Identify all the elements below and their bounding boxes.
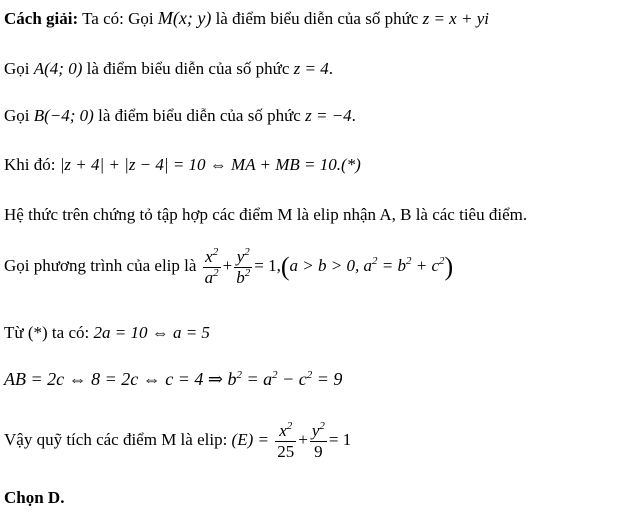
paren-close: ) bbox=[444, 252, 454, 282]
exp: 2 bbox=[236, 369, 242, 381]
exp: 2 bbox=[213, 266, 219, 279]
line-10 bbox=[4, 487, 64, 509]
num: x bbox=[205, 246, 213, 266]
math-z: z = x + yi bbox=[422, 9, 489, 28]
text: Hệ thức trên chứng tỏ tập hợp các điểm M là elip nhận A, B là các tiêu điểm. bbox=[4, 205, 528, 224]
line-1 bbox=[4, 7, 489, 30]
exp: 2 bbox=[319, 419, 325, 432]
fraction-x2-a2 bbox=[203, 247, 221, 288]
exp: 2 bbox=[212, 245, 219, 258]
den: b bbox=[236, 267, 245, 287]
math-E: (E) = bbox=[231, 430, 269, 449]
num: y bbox=[236, 246, 245, 266]
den: 25 bbox=[277, 441, 295, 461]
math-M: M(x; y) bbox=[157, 8, 212, 28]
exp: 2 bbox=[439, 255, 445, 267]
math-B: B(−4; 0) bbox=[33, 106, 94, 125]
answer: Chọn D. bbox=[4, 488, 65, 507]
paren-open: ( bbox=[280, 252, 290, 282]
line-7 bbox=[4, 322, 210, 344]
text: là điểm biểu diễn của số phức bbox=[98, 106, 301, 125]
equals-one: = 1 bbox=[328, 430, 352, 449]
p4: = 9 bbox=[312, 369, 343, 389]
text: Gọi phương trình của elip là bbox=[4, 256, 197, 275]
c1: a > b > 0, a bbox=[289, 256, 372, 275]
cach-giai-label: Cách giải: bbox=[4, 9, 79, 28]
exp: 2 bbox=[371, 255, 378, 267]
math-z4: z = 4 bbox=[293, 59, 329, 78]
den: 9 bbox=[314, 441, 323, 461]
line-6: Gọi phương trình của elip là $\frac{x^2}{a^2}$ + $\frac{y^2}{b^2}$ = 1,(a > b > 0, $a^2 = b^2 + c^2$) bbox=[4, 245, 454, 287]
text: Ta có: Gọi bbox=[82, 9, 154, 28]
text: là điểm biểu diễn của số phức bbox=[215, 9, 419, 28]
exp: 2 bbox=[272, 369, 278, 381]
line-5 bbox=[4, 204, 527, 226]
exp: 2 bbox=[286, 419, 293, 432]
math-z-4: z = −4 bbox=[305, 106, 352, 125]
num: y bbox=[311, 420, 320, 440]
fraction-y2-9 bbox=[310, 421, 327, 462]
p2: = a bbox=[241, 369, 273, 389]
fraction-x2-25 bbox=[275, 421, 296, 462]
math-2a: 2a = 10 ⇔ a = 5 bbox=[93, 323, 210, 342]
period: . bbox=[328, 59, 333, 78]
text: Vậy quỹ tích các điểm M là elip: bbox=[4, 430, 228, 449]
text: Gọi bbox=[4, 59, 30, 78]
text: Gọi bbox=[4, 106, 30, 125]
line-9: Vậy quỹ tích các điểm M là elip: (E) = $\frac{x^2}{25}$ + $\frac{y^2}{9}$ = 1 bbox=[4, 419, 352, 461]
math-AB bbox=[4, 369, 342, 389]
math-A: A(4; 0) bbox=[33, 59, 83, 78]
equals-one: = 1, bbox=[254, 256, 281, 275]
c3: + c bbox=[411, 256, 439, 275]
num: x bbox=[279, 420, 287, 440]
fraction-y2-b2 bbox=[234, 247, 252, 288]
text: Từ (*) ta có: bbox=[4, 323, 90, 342]
period: . bbox=[351, 106, 356, 125]
exp: 2 bbox=[405, 255, 412, 267]
text: là điểm biểu diễn của số phức bbox=[86, 59, 290, 78]
exp: 2 bbox=[244, 245, 250, 258]
p3: − c bbox=[277, 369, 307, 389]
p1: AB = 2c ⇔ 8 = 2c ⇔ c = 4 ⇒ b bbox=[4, 369, 237, 389]
math-sum: |z + 4| + |z − 4| = 10 ⇔ MA + MB = 10.(*) bbox=[59, 155, 361, 174]
c2: = b bbox=[377, 256, 406, 275]
exp: 2 bbox=[306, 369, 313, 381]
line-8 bbox=[4, 368, 342, 390]
text: Khi đó: bbox=[4, 155, 56, 174]
line-4 bbox=[4, 154, 361, 176]
line-2 bbox=[4, 58, 333, 80]
condition bbox=[290, 256, 445, 275]
exp: 2 bbox=[244, 266, 251, 279]
den: a bbox=[204, 267, 214, 287]
line-3 bbox=[4, 105, 356, 127]
